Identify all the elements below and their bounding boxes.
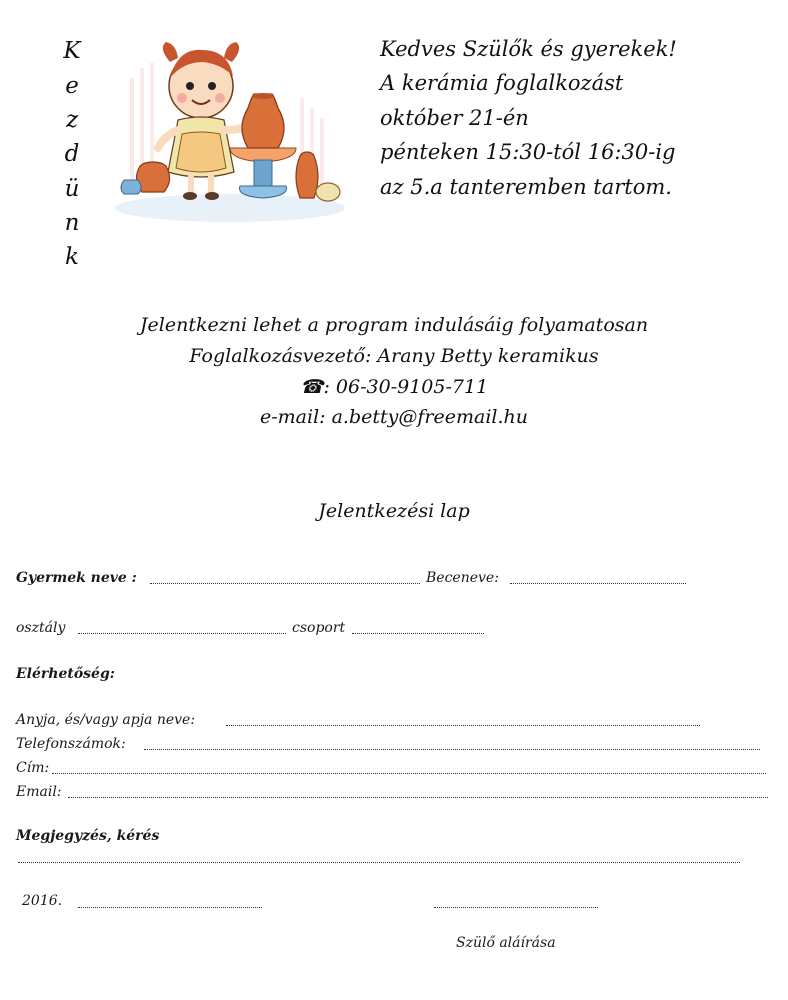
parent-name-label: Anyja, és/vagy apja neve: — [16, 712, 196, 728]
vertical-letter: e — [65, 73, 79, 99]
signature-label: Szülő aláírása — [456, 935, 556, 951]
vertical-letter: k — [65, 244, 79, 270]
info-signup-line: Jelentkezni lehet a program indulásáig folyamatosan — [139, 314, 649, 336]
signature-field[interactable] — [434, 907, 598, 908]
address-label: Cím: — [16, 760, 50, 776]
year-label: 2016. — [22, 893, 63, 909]
form-title: Jelentkezési lap — [318, 500, 470, 522]
header-line: október 21-én — [380, 106, 529, 130]
header-line: A kerámia foglalkozást — [380, 71, 624, 95]
group-field[interactable] — [352, 633, 484, 634]
info-email-line: e-mail: a.betty@freemail.hu — [260, 406, 528, 428]
child-name-field[interactable] — [150, 583, 420, 584]
phones-label: Telefonszámok: — [16, 736, 126, 752]
vertical-letter: z — [65, 107, 79, 133]
contact-label: Elérhetőség: — [16, 666, 115, 682]
class-field[interactable] — [78, 633, 286, 634]
nickname-label: Beceneve: — [426, 570, 499, 586]
vertical-letter: d — [64, 141, 80, 167]
parent-name-field[interactable] — [226, 725, 700, 726]
phones-field[interactable] — [144, 749, 760, 750]
class-label: osztály — [16, 620, 66, 636]
vertical-letter: ü — [64, 176, 80, 202]
nickname-field[interactable] — [510, 583, 686, 584]
header-line: az 5.a tanteremben tartom. — [380, 175, 672, 199]
notes-field[interactable] — [18, 862, 740, 863]
header-line: Kedves Szülők és gyerekek! — [380, 37, 677, 61]
vertical-letter: K — [63, 38, 81, 64]
vertical-letter: n — [64, 210, 80, 236]
phone-icon: ☎ — [299, 376, 324, 398]
child-name-label: Gyermek neve : — [16, 570, 137, 586]
notes-label: Megjegyzés, kérés — [16, 828, 160, 844]
girl-pottery-wheel-illustration — [100, 38, 352, 226]
phone-number: : 06-30-9105-711 — [323, 376, 489, 398]
email-label: Email: — [16, 784, 62, 800]
group-label: csoport — [292, 620, 346, 636]
email-field[interactable] — [68, 797, 768, 798]
info-leader-line: Foglalkozásvezető: Arany Betty keramikus — [189, 345, 599, 367]
info-phone-line — [0, 376, 788, 398]
address-field[interactable] — [52, 773, 766, 774]
header-line: pénteken 15:30-tól 16:30-ig — [380, 140, 676, 164]
date-field[interactable] — [78, 907, 262, 908]
